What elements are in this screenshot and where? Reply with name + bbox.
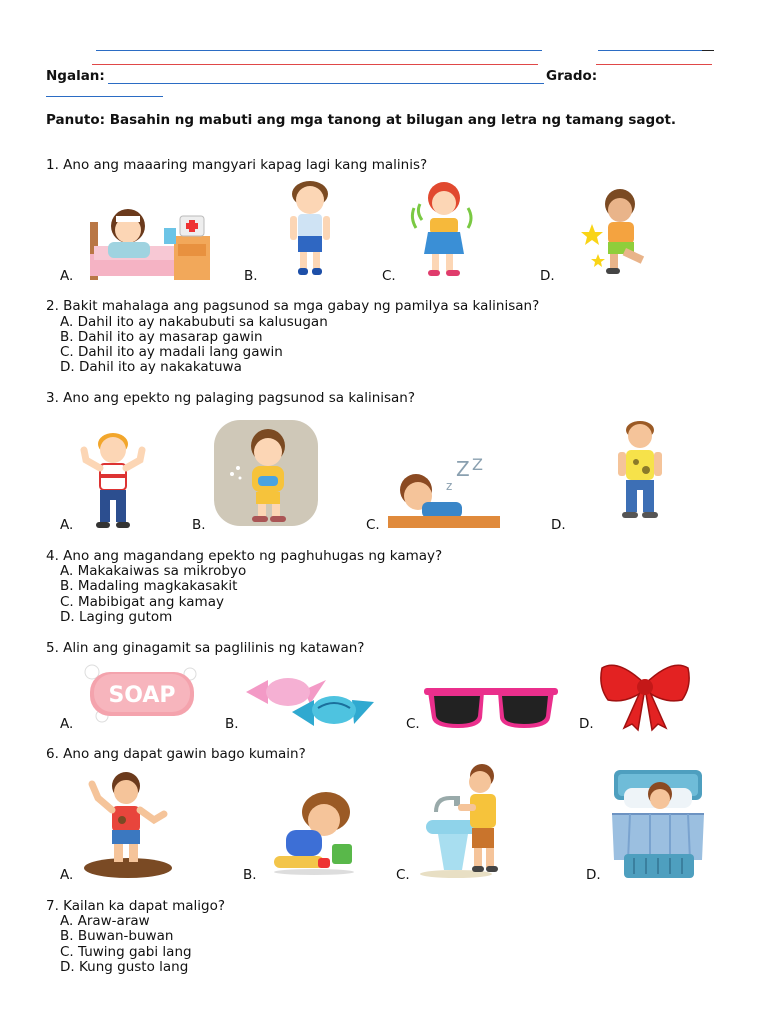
svg-text:z: z [446,479,453,493]
q3-coughing-boy-image [212,418,320,530]
q6-label-d[interactable]: D. [586,867,601,883]
q3-sleeping-boy-image [386,454,502,532]
question-6: 6. Ano ang dapat gawin bago kumain? [46,746,306,762]
svg-text:Z: Z [456,457,470,481]
grade-label: Grado: [546,68,598,84]
q6-label-a[interactable]: A. [60,867,74,883]
q2-option-b[interactable]: B. Dahil ito ay masarap gawin [60,329,263,345]
q3-label-d[interactable]: D. [551,517,566,533]
header-line-top-right [598,50,702,51]
question-1: 1. Ano ang maaaring mangyari kapag lagi kang malinis? [46,157,428,173]
header-line-top-left [96,50,542,51]
q1-sick-child-in-bed-image [88,186,214,282]
header-line-red-left [92,64,538,65]
q5-label-c[interactable]: C. [406,716,420,732]
q2-option-d[interactable]: D. Dahil ito ay nakakatuwa [60,359,242,375]
q2-option-a[interactable]: A. Dahil ito ay nakabubuti sa kalusugan [60,314,328,330]
q1-healthy-boy-image [276,176,346,280]
q5-ribbon-image [598,656,692,732]
q1-label-d[interactable]: D. [540,268,555,284]
question-3: 3. Ano ang epekto ng palaging pagsunod sa kalinisan? [46,390,416,406]
svg-text:Z: Z [472,455,483,474]
q5-label-b[interactable]: B. [225,716,239,732]
q6-label-c[interactable]: C. [396,867,410,883]
soap-text: SOAP [108,683,176,708]
grade-field[interactable] [46,96,163,97]
q1-hurt-boy-image [580,186,660,278]
q5-label-a[interactable]: A. [60,716,74,732]
name-field[interactable] [108,83,544,84]
q3-dirty-boy-image [608,418,672,522]
header-line-red-right [596,64,712,65]
q7-option-b[interactable]: B. Buwan-buwan [60,928,174,944]
q1-label-c[interactable]: C. [382,268,396,284]
question-2: 2. Bakit mahalaga ang pagsunod sa mga gabay ng pamilya sa kalinisan? [46,298,540,314]
q4-option-c[interactable]: C. Mabibigat ang kamay [60,594,224,610]
q3-label-c[interactable]: C. [366,517,380,533]
q1-sick-girl-image [406,178,480,280]
q5-candy-image [244,672,376,728]
q5-label-d[interactable]: D. [579,716,594,732]
q3-label-b[interactable]: B. [192,517,206,533]
q3-strong-boy-image [78,430,148,530]
q1-label-b[interactable]: B. [244,268,258,284]
q6-label-b[interactable]: B. [243,867,257,883]
q6-boy-sleeping-in-bed-image [610,768,708,880]
header-line-top-right-end [702,50,714,51]
q1-label-a[interactable]: A. [60,268,74,284]
q5-soap-image [82,662,200,724]
question-4: 4. Ano ang magandang epekto ng paghuhugas ng kamay? [46,548,443,564]
instructions: Panuto: Basahin ng mabuti ang mga tanong at bilugan ang letra ng tamang sagot. [46,112,677,128]
question-7: 7. Kailan ka dapat maligo? [46,898,226,914]
question-5: 5. Alin ang ginagamit sa paglilinis ng katawan? [46,640,365,656]
q3-label-a[interactable]: A. [60,517,74,533]
q7-option-c[interactable]: C. Tuwing gabi lang [60,944,192,960]
q6-boy-playing-image [270,786,360,876]
q4-option-b[interactable]: B. Madaling magkakasakit [60,578,238,594]
q6-muddy-boy-image [78,768,174,880]
q7-option-a[interactable]: A. Araw-araw [60,913,150,929]
q7-option-d[interactable]: D. Kung gusto lang [60,959,189,975]
name-label: Ngalan: [46,68,105,84]
q4-option-d[interactable]: D. Laging gutom [60,609,173,625]
q5-sunglasses-image [424,686,558,732]
q6-boy-washing-hands-image [416,762,516,880]
q2-option-c[interactable]: C. Dahil ito ay madali lang gawin [60,344,283,360]
q4-option-a[interactable]: A. Makakaiwas sa mikrobyo [60,563,247,579]
